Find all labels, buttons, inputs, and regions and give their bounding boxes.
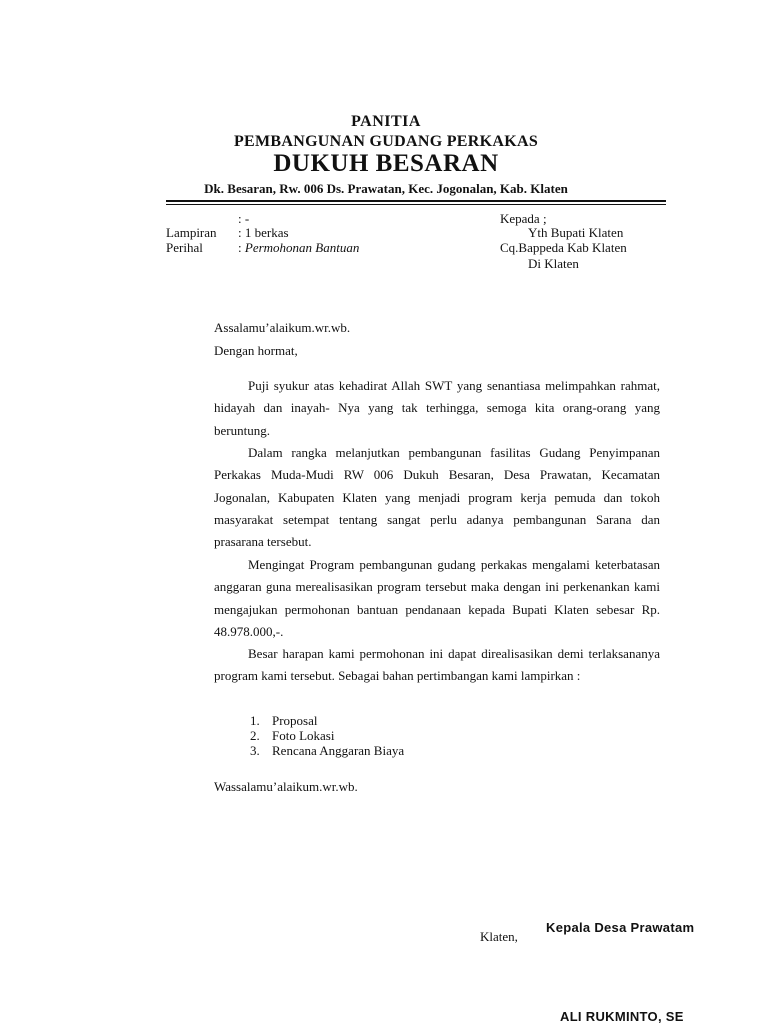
letterhead-rule-thick [166,200,666,202]
letterhead-line-1: PANITIA [351,113,421,130]
perihal-value: Permohonan Bantuan [244,240,360,255]
list-item: 1. Proposal [250,713,318,728]
letterhead-address: Dk. Besaran, Rw. 006 Ds. Prawatan, Kec. Jogonalan, Kab. Klaten [204,181,568,196]
signatory-title: Kepala Desa Prawatam [546,920,695,935]
opening: Dengan hormat, [214,343,298,358]
lampiran-label: Lampiran [166,225,217,240]
closing: Wassalamu’alaikum.wr.wb. [214,779,358,794]
paragraph-4-block [214,643,660,688]
paragraph-1-block [214,375,660,442]
paragraph-2-block [214,442,660,553]
letterhead-rule-thin [166,204,666,205]
greeting: Assalamu’alaikum.wr.wb. [214,320,351,335]
list-item: 3. Rencana Anggaran Biaya [250,743,405,758]
recipient-line-1: Kepada ; [500,211,547,226]
recipient-line-2: Yth Bupati Klaten [528,225,624,240]
list-item: 2. Foto Lokasi [250,728,335,743]
recipient-line-4: Di Klaten [528,256,579,271]
lampiran-value: : 1 berkas [238,225,289,240]
signatory-name: ALI RUKMINTO, SE [560,1009,684,1024]
paragraph: Mengingat Program pembangunan gudang perkakas mengalami keterbatasan anggaran guna merealisasikan program tersebut maka dengan ini perkenankan kami mengajukan permohonan bantuan pendanaan kepada Bupati Klaten sebesar Rp. 48.978.000,-. [214,557,660,639]
attachment-list [250,713,404,758]
recipient-line-3: Cq.Bappeda Kab Klaten [500,240,627,255]
nomor-value: : - [238,211,250,226]
signature-place: Klaten, [480,929,518,944]
paragraph-3-block [214,554,660,643]
paragraph: Besar harapan kami permohonan ini dapat direalisasikan demi terlaksananya program kami tersebut. Sebagai bahan pertimbangan kami lampirkan : [214,646,660,684]
perihal-label: Perihal [166,240,203,255]
letterhead-village-name: DUKUH BESARAN [273,150,499,177]
letterhead-line-3 [160,150,612,178]
paragraph: Dalam rangka melanjutkan pembangunan fasilitas Gudang Penyimpanan Perkakas Muda-Mudi RW 006 Dukuh Besaran, Desa Prawatan, Kecamatan Jogonalan, Kabupaten Klaten yang menjadi program kerja pemuda dan tokoh masyarakat setempat tentang sangat perlu adanya pembangunan Sarana dan prasarana tersebut. [214,445,660,550]
perihal-row [238,240,359,256]
letterhead-line-2: PEMBANGUNAN GUDANG PERKAKAS [233,133,539,150]
perihal-colon: : [238,240,242,255]
paragraph: Puji syukur atas kehadirat Allah SWT yang senantiasa melimpahkan rahmat, hidayah dan inayah- Nya yang tak terhingga, semoga kita orang-orang yang beruntung. [214,378,660,438]
